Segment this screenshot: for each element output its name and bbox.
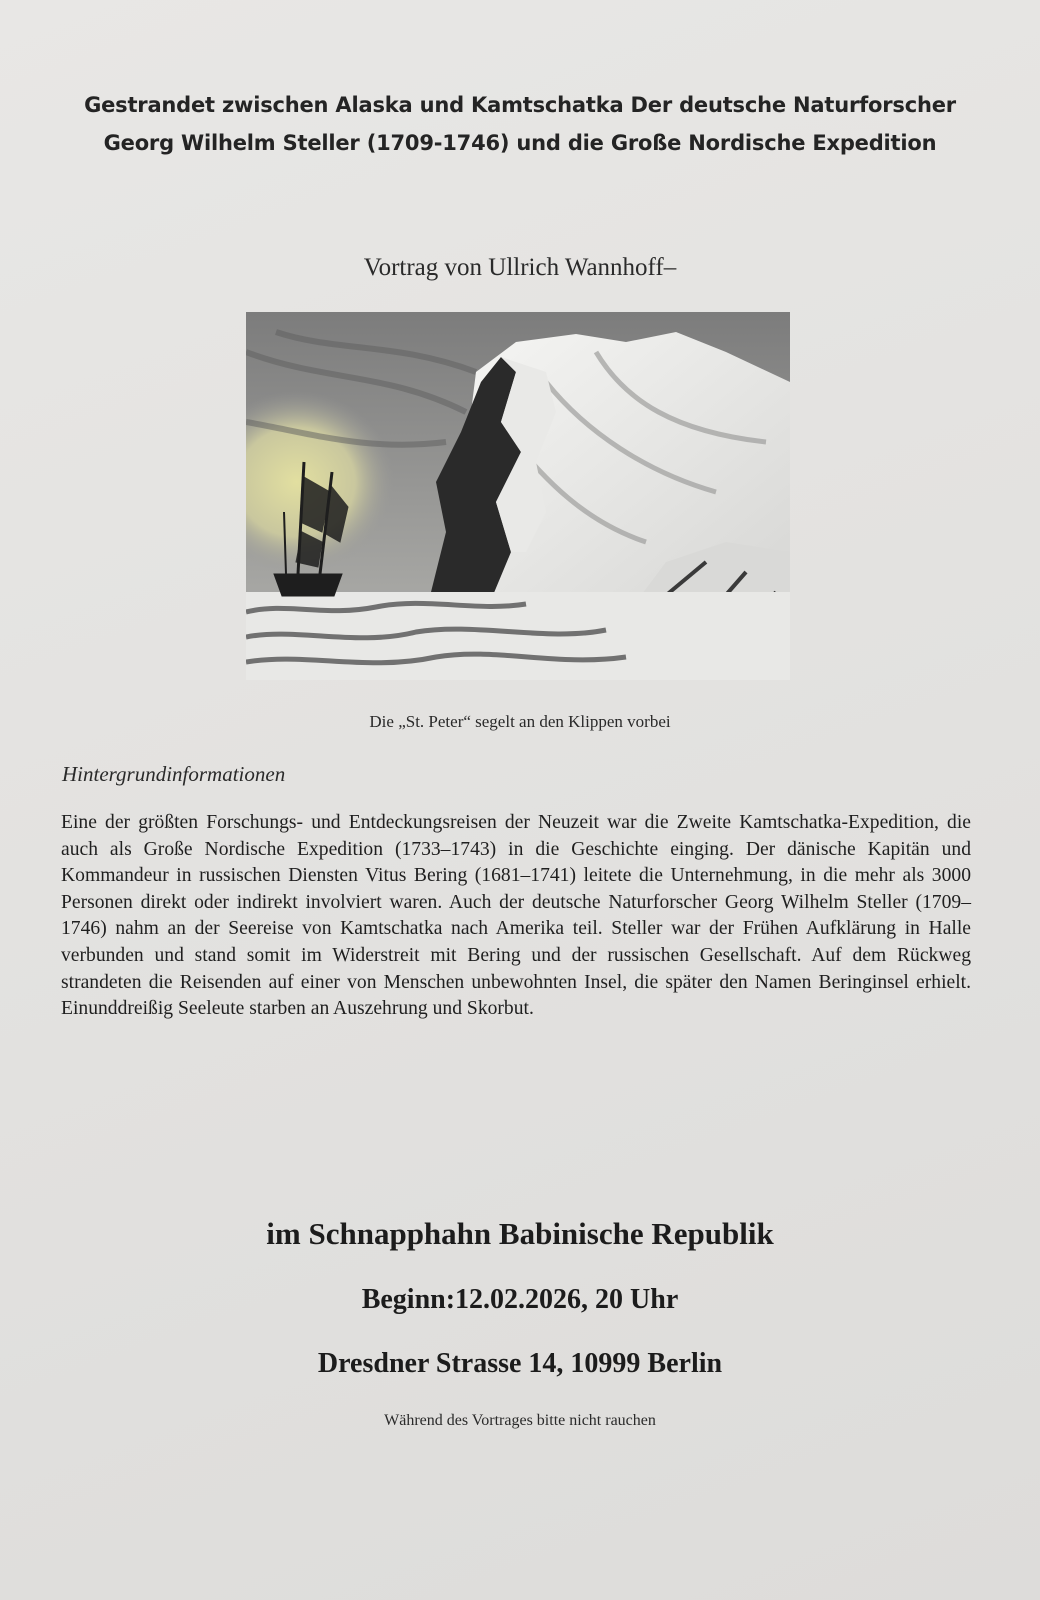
image-caption: Die „St. Peter“ segelt an den Klippen vorbei [369, 712, 671, 731]
event-venue: im Schnapphahn Babinische Republik [266, 1216, 774, 1251]
flyer-title [60, 86, 980, 162]
title-line-2: Georg Wilhelm Steller (1709-1746) und die Große Nordische Expedition [103, 131, 937, 155]
no-smoking-note: Während des Vortrages bitte nicht rauchen [384, 1412, 656, 1429]
event-address: Dresdner Strasse 14, 10999 Berlin [317, 1348, 723, 1379]
section-heading: Hintergrundinformationen [62, 762, 286, 786]
speaker-line: Vortrag von Ullrich Wannhoff– [363, 254, 677, 281]
background-paragraph: Eine der größten Forschungs- und Entdeckungsreisen der Neuzeit war die Zweite Kamtschatka-Expedition, die auch als Große Nordische Expedition (1733–1743) in die Geschichte einging. Der dänische Kapitän und Kommandeur in russischen Diensten Vitus Bering (1681–1741) leitete die Unternehmung, in die mehr als 3000 Personen direkt oder indirekt involviert waren. Auch der deutsche Naturforscher Georg Wilhelm Steller (1709–1746) nahm an der Seereise von Kamtschatka nach Amerika teil. Steller war der Frühen Aufklärung in Halle verbunden und stand somit im Widerstreit mit Bering und der russischen Gesellschaft. Auf dem Rückweg strandeten die Reisenden auf einer von Menschen unbewohnten Insel, die später den Namen Beringinsel erhielt. Einunddreißig Seeleute starben an Auszehrung und Skorbut. [61, 812, 971, 1020]
event-begin: Beginn:12.02.2026, 20 Uhr [361, 1284, 679, 1315]
painting-ship-cliffs [246, 312, 790, 680]
title-line-1: Gestrandet zwischen Alaska und Kamtschatka Der deutsche Naturforscher [84, 93, 956, 117]
